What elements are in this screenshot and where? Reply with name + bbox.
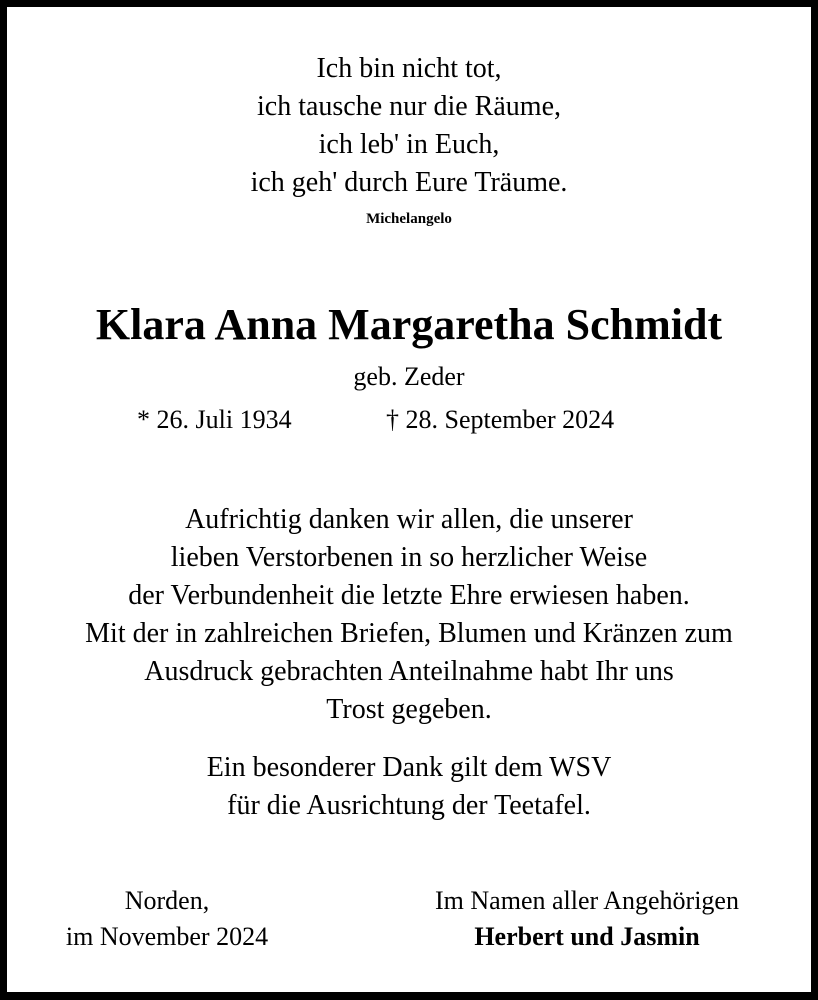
obituary-notice — [7, 7, 811, 992]
thanks-line: Aufrichtig danken wir allen, die unserer — [185, 504, 633, 535]
poem-line: ich geh' durch Eure Träume. — [250, 167, 568, 198]
poem-line: ich tausche nur die Räume, — [256, 91, 561, 122]
place-and-date — [27, 883, 307, 955]
poem-line: Ich bin nicht tot, — [316, 53, 502, 84]
date: im November 2024 — [65, 922, 269, 951]
thanks-line: Ausdruck gebrachten Anteilnahme habt Ihr uns — [144, 656, 674, 687]
on-behalf-text: Im Namen aller Angehörigen — [435, 886, 739, 915]
thanks-line: Trost gegeben. — [326, 694, 492, 725]
poem-line: ich leb' in Euch, — [318, 129, 500, 160]
place: Norden, — [124, 886, 210, 915]
death-date: † 28. September 2024 — [386, 405, 615, 434]
special-thanks-line: für die Ausrichtung der Teetafel. — [227, 790, 591, 821]
thanks-line: lieben Verstorbenen in so herzlicher Weise — [170, 542, 648, 573]
special-thanks-line: Ein besonderer Dank gilt dem WSV — [206, 752, 612, 783]
signature-block — [377, 883, 797, 955]
birth-date: * 26. Juli 1934 — [137, 405, 292, 434]
maiden-name: geb. Zeder — [353, 362, 465, 391]
thanks-line: Mit der in zahlreichen Briefen, Blumen und Kränzen zum — [85, 618, 733, 649]
deceased-name: Klara Anna Margaretha Schmidt — [95, 300, 723, 349]
thanks-line: der Verbundenheit die letzte Ehre erwiesen haben. — [128, 580, 690, 611]
signatories: Herbert und Jasmin — [474, 922, 700, 951]
quote-author: Michelangelo — [366, 211, 452, 227]
